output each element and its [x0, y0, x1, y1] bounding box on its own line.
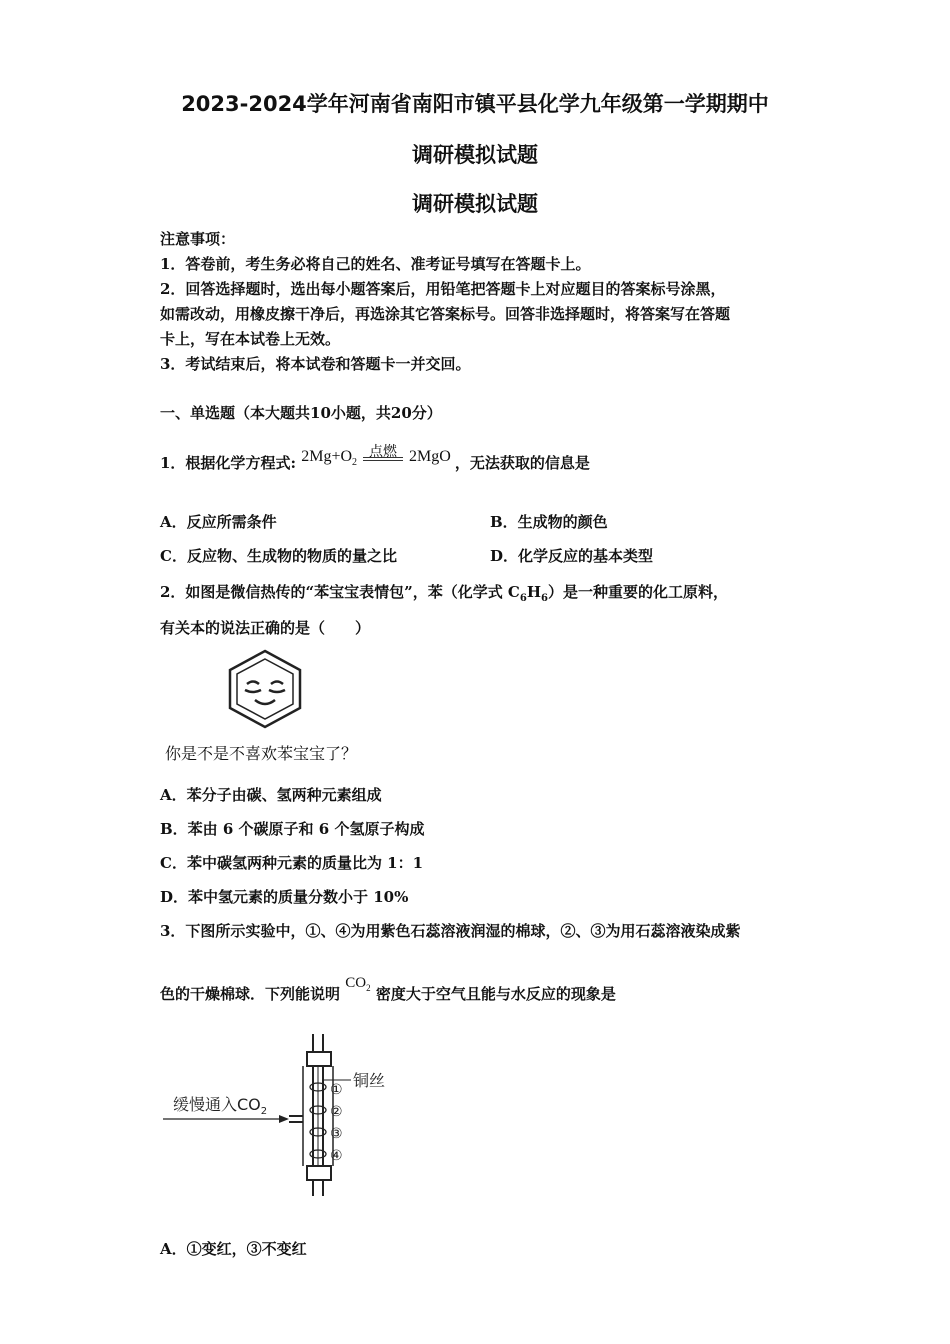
mouth	[255, 700, 275, 704]
q2-option-b[interactable]: B．苯由 6 个碳原子和 6 个氢原子构成	[160, 820, 425, 838]
q3-option-a[interactable]: A．①变红，③不变红	[160, 1240, 307, 1258]
ball-label-4: ④	[330, 1148, 343, 1164]
top-stopper	[307, 1052, 331, 1066]
question-2-stem-2: 有关本的说法正确的是（ ）	[160, 619, 371, 637]
equation	[301, 444, 455, 469]
q2-sub-2: 6	[541, 593, 548, 604]
question-3-stem-2	[160, 975, 616, 1005]
notice-heading: 注意事项：	[160, 230, 236, 248]
section-heading: 一、单选题（本大题共10小题，共20分）	[160, 404, 442, 422]
wire-label: 铜丝	[353, 1071, 386, 1090]
q2-stem-b: ）是一种重要的化工原料，	[547, 583, 728, 601]
ball-label-3: ③	[330, 1126, 343, 1142]
question-3-stem: 3．下图所示实验中，①、④为用紫色石蕊溶液润湿的棉球，②、③为用石蕊溶液染成紫	[160, 922, 741, 940]
inlet-arrow-head	[279, 1115, 289, 1123]
left-eye	[247, 682, 259, 685]
page-subtitle: 调研模拟试题	[412, 143, 538, 167]
benzene-caption: 你是不是不喜欢苯宝宝了？	[165, 744, 358, 763]
notice-item-2-cont: 如需改动，用橡皮擦干净后，再选涂其它答案标号。回答非选择题时，将答案写在答题	[160, 305, 731, 323]
q2-h: H	[526, 583, 542, 601]
right-eye	[271, 682, 283, 685]
notice-item-2: 2．回答选择题时，选出每小题答案后，用铅笔把答题卡上对应题目的答案标号涂黑，	[160, 280, 726, 298]
right-eye-lower	[269, 690, 285, 692]
question-2-stem	[160, 581, 728, 604]
inlet-label-text: 缓慢通入CO	[173, 1095, 261, 1114]
notice-item-2-end: 卡上，写在本试卷上无效。	[160, 330, 341, 348]
eq-right: 2MgO	[409, 448, 451, 465]
ball-label-2: ②	[330, 1104, 343, 1120]
notice-item-3: 3．考试结束后，将本试卷和答题卡一并交回。	[160, 355, 471, 373]
q3-stem-suffix: 密度大于空气且能与水反应的现象是	[375, 985, 616, 1003]
q1-option-d[interactable]: D．化学反应的基本类型	[490, 547, 654, 565]
bottom-stopper	[307, 1166, 331, 1180]
co2-formula	[345, 975, 370, 991]
ball-label-1: ①	[330, 1082, 343, 1098]
q2-option-a[interactable]: A．苯分子由碳、氢两种元素组成	[160, 786, 382, 804]
q1-option-a[interactable]: A．反应所需条件	[160, 513, 277, 531]
eq-left: 2Mg+O	[301, 448, 353, 465]
inlet-label	[173, 1095, 267, 1117]
notice-item-1: 1．答卷前，考生务必将自己的姓名、准考证号填写在答题卡上。	[160, 255, 591, 273]
left-eye-lower	[245, 690, 261, 692]
q2-stem-a: 2．如图是微信热传的“苯宝宝表情包”，苯（化学式 C	[160, 583, 520, 601]
hexagon-outer	[230, 651, 300, 727]
q3-stem-prefix: 色的干燥棉球．下列能说明	[160, 985, 341, 1003]
q2-option-d[interactable]: D．苯中氢元素的质量分数小于 10%	[160, 888, 409, 906]
eq-sub: 2	[352, 457, 358, 469]
q2-sub-1: 6	[519, 593, 527, 604]
hexagon-inner	[237, 659, 293, 719]
page-subtitle-repeat: 调研模拟试题	[412, 192, 538, 216]
page-title: 2023-2024学年河南省南阳市镇平县化学九年级第一学期期中	[181, 92, 769, 116]
q2-option-c[interactable]: C．苯中碳氢两种元素的质量比为 1：1	[160, 854, 424, 872]
question-1-stem	[160, 444, 590, 475]
q1-suffix: ，无法获取的信息是	[454, 454, 590, 472]
co2-experiment-diagram	[155, 1030, 415, 1200]
q1-prefix: 1．根据化学方程式:	[160, 454, 296, 472]
benzene-emoji-figure	[225, 648, 305, 730]
q1-option-c[interactable]: C．反应物、生成物的物质的量之比	[160, 547, 397, 565]
eq-condition: 点燃	[369, 444, 398, 460]
co2-sub: 2	[366, 983, 371, 993]
co2-text: CO	[345, 975, 367, 991]
q1-option-b[interactable]: B．生成物的颜色	[490, 513, 608, 531]
inlet-label-sub: 2	[260, 1106, 268, 1117]
